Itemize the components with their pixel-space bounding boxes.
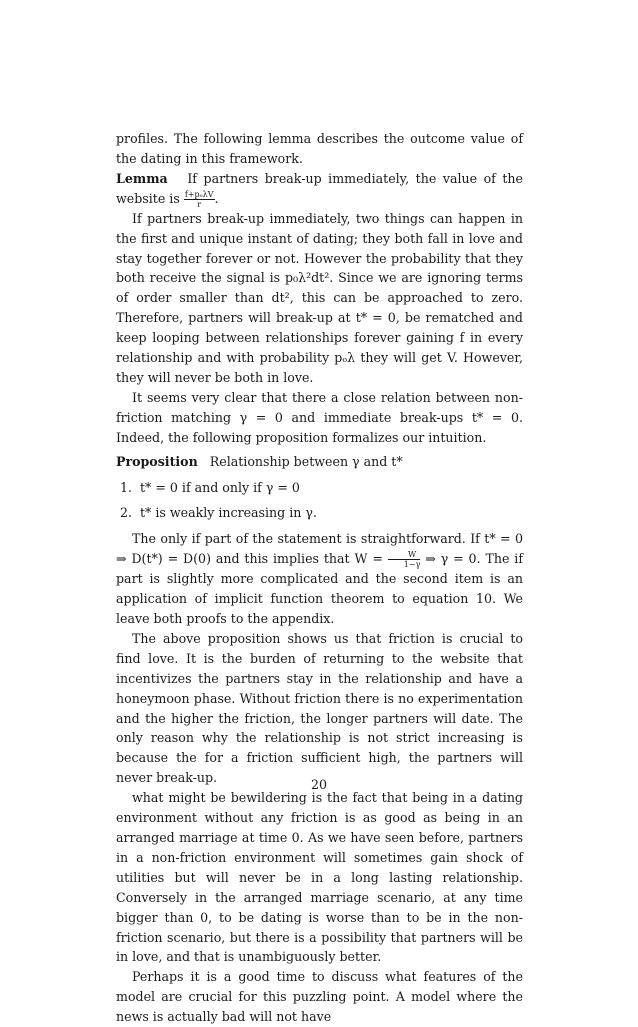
paragraph-friction: The above proposition shows us that friction is crucial to find love. It is the burden of returning to the website that incentivizes the partners stay in the relationship and have a honeymoon phase. Without friction there is no experimentation and the higher the friction, the longer partners will date. The only reason why the relationship is not strict increasing is because the for a friction sufficient high, the partners will never break-up. (116, 630, 523, 786)
lemma-fraction (184, 190, 215, 209)
proof-fraction-numerator: W (388, 550, 421, 560)
lemma-text: If partners break-up immediately, the value of the website is (116, 170, 523, 206)
list-item-number: 1. (120, 479, 133, 495)
lemma-fraction-numerator: f+pₒλV (184, 189, 214, 199)
list-item-text: t* = 0 if and only if γ = 0 (140, 479, 300, 495)
proof-fraction-denominator: 1−γ (403, 560, 421, 570)
proposition-list (116, 478, 523, 524)
proposition (116, 452, 523, 472)
lemma-label: Lemma (116, 170, 168, 186)
lemma: Lemma If partners break-up immediately, the value of the website is $\frac{\text{f+pₒλV}}{r}$ . (116, 170, 523, 209)
proposition-text: Relationship between γ and t* (209, 453, 403, 469)
list-item (116, 478, 523, 498)
lemma-fraction-denominator: r (197, 199, 202, 209)
paragraph-breakup: If partners break-up immediately, two things can happen in the first and unique instant of dating; they both fall in love and stay together forever or not. However the probability that they both receive the signal is p₀λ²dt². Since we are ignoring terms of order smaller than dt², this can be approached to zero. Therefore, partners will break-up at t* = 0, be rematched and keep looping between relationships forever gaining f in every relationship and with probability pₒλ they will get V. However, they will never be both in love. (116, 210, 523, 385)
paragraph-intro: profiles. The following lemma describes the outcome value of the dating in this framework. (116, 131, 523, 166)
list-item-text: t* is weakly increasing in γ. (140, 505, 317, 521)
proof-text-end: ⇒ γ = 0. The if part is slightly more complicated and the second item is an application of implicit function theorem to equation 10. We leave both proofs to the appendix. (116, 551, 523, 627)
paragraph-bewildering: what might be bewildering is the fact that being in a dating environment without any friction is as good as being in an arranged marriage at time 0. As we have seen before, partners in a non-friction environment will sometimes gain shock of utilities but will never be in a long lasting relationship. Conversely in the arranged marriage scenario, at any time bigger than 0, to be dating is worse than to be in the non-friction scenario, but there is a possibility that partners will be in love, and that is unambiguously better. (116, 790, 523, 965)
proposition-label: Proposition (116, 453, 198, 469)
paragraph-proof (116, 529, 523, 629)
body-text (116, 129, 523, 1027)
page-number: 20 (310, 777, 328, 792)
proof-fraction (388, 550, 421, 569)
list-item (116, 503, 523, 523)
proof-text-start: The only if part of the statement is straightforward. If t* = 0 ⇒ D(t*) = D(0) and this implies that W = (116, 531, 523, 567)
paragraph-discussion: Perhaps it is a good time to discuss what features of the model are crucial for this puzzling point. A model where the news is actually bad will not have (116, 969, 523, 1025)
list-item-number: 2. (120, 505, 133, 521)
paragraph-relation: It seems very clear that there a close relation between non-friction matching γ = 0 and immediate break-ups t* = 0. Indeed, the following proposition formalizes our intuition. (116, 389, 523, 445)
